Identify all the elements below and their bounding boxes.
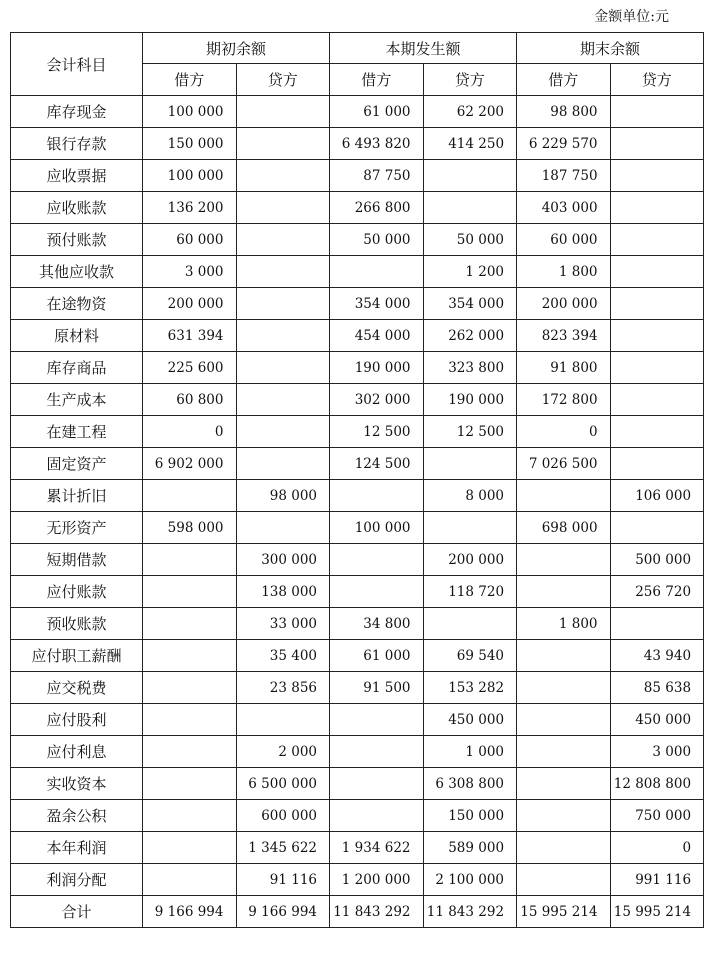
amount-cell: 0: [143, 416, 237, 448]
amount-cell: 35 400: [236, 640, 330, 672]
amount-cell: [143, 480, 237, 512]
amount-cell: [236, 224, 330, 256]
amount-cell: 225 600: [143, 352, 237, 384]
amount-cell: 1 345 622: [236, 832, 330, 864]
amount-cell: [236, 512, 330, 544]
amount-cell: [143, 608, 237, 640]
amount-cell: 106 000: [610, 480, 704, 512]
amount-cell: [517, 768, 611, 800]
amount-cell: 0: [517, 416, 611, 448]
account-name-cell: 银行存款: [11, 128, 143, 160]
amount-cell: [236, 192, 330, 224]
account-name-cell: 盈余公积: [11, 800, 143, 832]
table-row: [11, 480, 704, 512]
amount-cell: 300 000: [236, 544, 330, 576]
total-row: [11, 896, 704, 928]
amount-cell: 2 100 000: [423, 864, 517, 896]
table-row: [11, 672, 704, 704]
amount-cell: [236, 96, 330, 128]
amount-cell: 7 026 500: [517, 448, 611, 480]
account-name-cell: 原材料: [11, 320, 143, 352]
amount-cell: 60 000: [143, 224, 237, 256]
header-sub-debit: 借方: [517, 64, 611, 96]
table-row: [11, 832, 704, 864]
amount-cell: 8 000: [423, 480, 517, 512]
amount-cell: [610, 96, 704, 128]
amount-cell: 454 000: [330, 320, 424, 352]
account-name-cell: 实收资本: [11, 768, 143, 800]
amount-cell: 450 000: [423, 704, 517, 736]
amount-cell: 1 000: [423, 736, 517, 768]
amount-cell: [143, 864, 237, 896]
amount-cell: [610, 352, 704, 384]
account-name-cell: 无形资产: [11, 512, 143, 544]
table-row: [11, 704, 704, 736]
amount-cell: 323 800: [423, 352, 517, 384]
amount-cell: [517, 640, 611, 672]
account-name-cell: 本年利润: [11, 832, 143, 864]
amount-cell: 823 394: [517, 320, 611, 352]
amount-cell: [517, 736, 611, 768]
account-name-cell: 其他应收款: [11, 256, 143, 288]
amount-cell: 2 000: [236, 736, 330, 768]
amount-cell: 589 000: [423, 832, 517, 864]
account-name-cell: 应收票据: [11, 160, 143, 192]
amount-cell: 6 493 820: [330, 128, 424, 160]
amount-cell: [610, 192, 704, 224]
amount-cell: [236, 416, 330, 448]
amount-cell: [610, 320, 704, 352]
amount-cell: 6 308 800: [423, 768, 517, 800]
account-name-cell: 在途物资: [11, 288, 143, 320]
amount-cell: 631 394: [143, 320, 237, 352]
amount-cell: [517, 576, 611, 608]
amount-cell: 6 902 000: [143, 448, 237, 480]
amount-cell: [143, 736, 237, 768]
table-body: [11, 96, 704, 896]
amount-cell: [517, 480, 611, 512]
amount-cell: [330, 480, 424, 512]
account-name-cell: 库存商品: [11, 352, 143, 384]
amount-cell: [236, 320, 330, 352]
amount-cell: 150 000: [143, 128, 237, 160]
amount-cell: 50 000: [330, 224, 424, 256]
amount-cell: [143, 640, 237, 672]
amount-cell: [423, 448, 517, 480]
total-cell: 15 995 214: [517, 896, 611, 928]
amount-cell: [423, 160, 517, 192]
amount-cell: 1 800: [517, 608, 611, 640]
amount-cell: 12 500: [330, 416, 424, 448]
table-row: [11, 800, 704, 832]
amount-cell: 124 500: [330, 448, 424, 480]
amount-cell: 91 500: [330, 672, 424, 704]
header-sub-debit: 借方: [143, 64, 237, 96]
amount-cell: 91 800: [517, 352, 611, 384]
amount-cell: 500 000: [610, 544, 704, 576]
total-cell: 15 995 214: [610, 896, 704, 928]
amount-cell: 262 000: [423, 320, 517, 352]
amount-cell: [517, 672, 611, 704]
amount-cell: [236, 448, 330, 480]
amount-cell: 3 000: [143, 256, 237, 288]
amount-cell: 6 229 570: [517, 128, 611, 160]
amount-cell: [423, 608, 517, 640]
amount-cell: 98 000: [236, 480, 330, 512]
table-row: [11, 416, 704, 448]
account-name-cell: 在建工程: [11, 416, 143, 448]
header-sub-credit: 贷方: [423, 64, 517, 96]
amount-cell: [330, 704, 424, 736]
table-row: [11, 288, 704, 320]
account-name-cell: 应付职工薪酬: [11, 640, 143, 672]
amount-cell: 698 000: [517, 512, 611, 544]
table-row: [11, 160, 704, 192]
table-row: [11, 256, 704, 288]
account-name-cell: 预付账款: [11, 224, 143, 256]
amount-cell: 100 000: [143, 96, 237, 128]
amount-cell: 6 500 000: [236, 768, 330, 800]
amount-cell: 85 638: [610, 672, 704, 704]
amount-cell: 354 000: [330, 288, 424, 320]
amount-cell: 1 800: [517, 256, 611, 288]
amount-cell: 200 000: [143, 288, 237, 320]
amount-cell: 403 000: [517, 192, 611, 224]
table-row: [11, 736, 704, 768]
amount-cell: [236, 288, 330, 320]
amount-cell: [610, 256, 704, 288]
amount-cell: 136 200: [143, 192, 237, 224]
table-row: [11, 576, 704, 608]
amount-cell: [236, 256, 330, 288]
table-row: [11, 96, 704, 128]
table-header: [11, 33, 704, 96]
table-row: [11, 864, 704, 896]
amount-cell: 1 934 622: [330, 832, 424, 864]
amount-cell: 450 000: [610, 704, 704, 736]
amount-cell: [610, 128, 704, 160]
amount-cell: [610, 448, 704, 480]
amount-cell: 50 000: [423, 224, 517, 256]
amount-cell: 1 200: [423, 256, 517, 288]
account-name-cell: 固定资产: [11, 448, 143, 480]
amount-cell: [517, 864, 611, 896]
header-group-opening: 期初余额: [143, 33, 330, 64]
total-cell: 11 843 292: [423, 896, 517, 928]
total-cell: 11 843 292: [330, 896, 424, 928]
amount-cell: 87 750: [330, 160, 424, 192]
account-name-cell: 生产成本: [11, 384, 143, 416]
unit-note: 金额单位:元: [594, 9, 669, 25]
amount-cell: [610, 160, 704, 192]
amount-cell: 172 800: [517, 384, 611, 416]
amount-cell: 100 000: [330, 512, 424, 544]
amount-cell: [423, 512, 517, 544]
amount-cell: [610, 224, 704, 256]
table-row: [11, 192, 704, 224]
amount-cell: 43 940: [610, 640, 704, 672]
header-group-closing: 期末余额: [517, 33, 704, 64]
amount-cell: 3 000: [610, 736, 704, 768]
amount-cell: 266 800: [330, 192, 424, 224]
amount-cell: [330, 544, 424, 576]
header-sub-credit: 贷方: [236, 64, 330, 96]
amount-cell: 61 000: [330, 640, 424, 672]
amount-cell: [143, 704, 237, 736]
amount-cell: 98 800: [517, 96, 611, 128]
amount-cell: [610, 288, 704, 320]
amount-cell: [610, 416, 704, 448]
table-row: [11, 608, 704, 640]
table-row: [11, 768, 704, 800]
amount-cell: 118 720: [423, 576, 517, 608]
amount-cell: 1 200 000: [330, 864, 424, 896]
amount-cell: 200 000: [517, 288, 611, 320]
amount-cell: 60 000: [517, 224, 611, 256]
amount-cell: 153 282: [423, 672, 517, 704]
amount-cell: 91 116: [236, 864, 330, 896]
amount-cell: 23 856: [236, 672, 330, 704]
amount-cell: 302 000: [330, 384, 424, 416]
table-row: [11, 512, 704, 544]
amount-cell: [236, 128, 330, 160]
amount-cell: [143, 768, 237, 800]
account-name-cell: 应交税费: [11, 672, 143, 704]
header-account: 会计科目: [11, 33, 143, 96]
account-name-cell: 应付利息: [11, 736, 143, 768]
amount-cell: [330, 256, 424, 288]
total-cell: 9 166 994: [236, 896, 330, 928]
amount-cell: 138 000: [236, 576, 330, 608]
amount-cell: [236, 384, 330, 416]
total-cell: 9 166 994: [143, 896, 237, 928]
table-row: [11, 320, 704, 352]
account-name-cell: 累计折旧: [11, 480, 143, 512]
table-row: [11, 352, 704, 384]
amount-cell: 750 000: [610, 800, 704, 832]
amount-cell: [143, 800, 237, 832]
table-footer: [11, 896, 704, 928]
amount-cell: 200 000: [423, 544, 517, 576]
amount-cell: 354 000: [423, 288, 517, 320]
amount-cell: 190 000: [423, 384, 517, 416]
amount-cell: 69 540: [423, 640, 517, 672]
amount-cell: 100 000: [143, 160, 237, 192]
amount-cell: 60 800: [143, 384, 237, 416]
amount-cell: [610, 384, 704, 416]
amount-cell: [236, 704, 330, 736]
amount-cell: [143, 672, 237, 704]
amount-cell: [236, 352, 330, 384]
table-row: [11, 384, 704, 416]
amount-cell: 256 720: [610, 576, 704, 608]
table-row: [11, 224, 704, 256]
amount-cell: 190 000: [330, 352, 424, 384]
account-name-cell: 利润分配: [11, 864, 143, 896]
amount-cell: [517, 832, 611, 864]
amount-cell: 991 116: [610, 864, 704, 896]
account-name-cell: 应收账款: [11, 192, 143, 224]
amount-cell: [330, 576, 424, 608]
amount-cell: 598 000: [143, 512, 237, 544]
amount-cell: 12 808 800: [610, 768, 704, 800]
amount-cell: 414 250: [423, 128, 517, 160]
account-name-cell: 应付股利: [11, 704, 143, 736]
amount-cell: [330, 800, 424, 832]
header-sub-credit: 贷方: [610, 64, 704, 96]
amount-cell: 187 750: [517, 160, 611, 192]
amount-cell: [610, 608, 704, 640]
trial-balance-table: [10, 32, 704, 928]
amount-cell: 62 200: [423, 96, 517, 128]
header-sub-debit: 借方: [330, 64, 424, 96]
table-row: [11, 448, 704, 480]
amount-cell: [330, 736, 424, 768]
account-name-cell: 库存现金: [11, 96, 143, 128]
amount-cell: [143, 544, 237, 576]
amount-cell: 61 000: [330, 96, 424, 128]
amount-cell: [517, 704, 611, 736]
account-name-cell: 短期借款: [11, 544, 143, 576]
amount-cell: [143, 832, 237, 864]
amount-cell: [610, 512, 704, 544]
total-label: 合计: [11, 896, 143, 928]
account-name-cell: 预收账款: [11, 608, 143, 640]
amount-cell: 12 500: [423, 416, 517, 448]
amount-cell: 600 000: [236, 800, 330, 832]
header-group-period: 本期发生额: [330, 33, 517, 64]
amount-cell: 150 000: [423, 800, 517, 832]
table-row: [11, 128, 704, 160]
table-row: [11, 640, 704, 672]
amount-cell: 0: [610, 832, 704, 864]
table-row: [11, 544, 704, 576]
amount-cell: [143, 576, 237, 608]
amount-cell: [236, 160, 330, 192]
account-name-cell: 应付账款: [11, 576, 143, 608]
amount-cell: [517, 544, 611, 576]
amount-cell: 34 800: [330, 608, 424, 640]
amount-cell: 33 000: [236, 608, 330, 640]
amount-cell: [330, 768, 424, 800]
amount-cell: [423, 192, 517, 224]
amount-cell: [517, 800, 611, 832]
